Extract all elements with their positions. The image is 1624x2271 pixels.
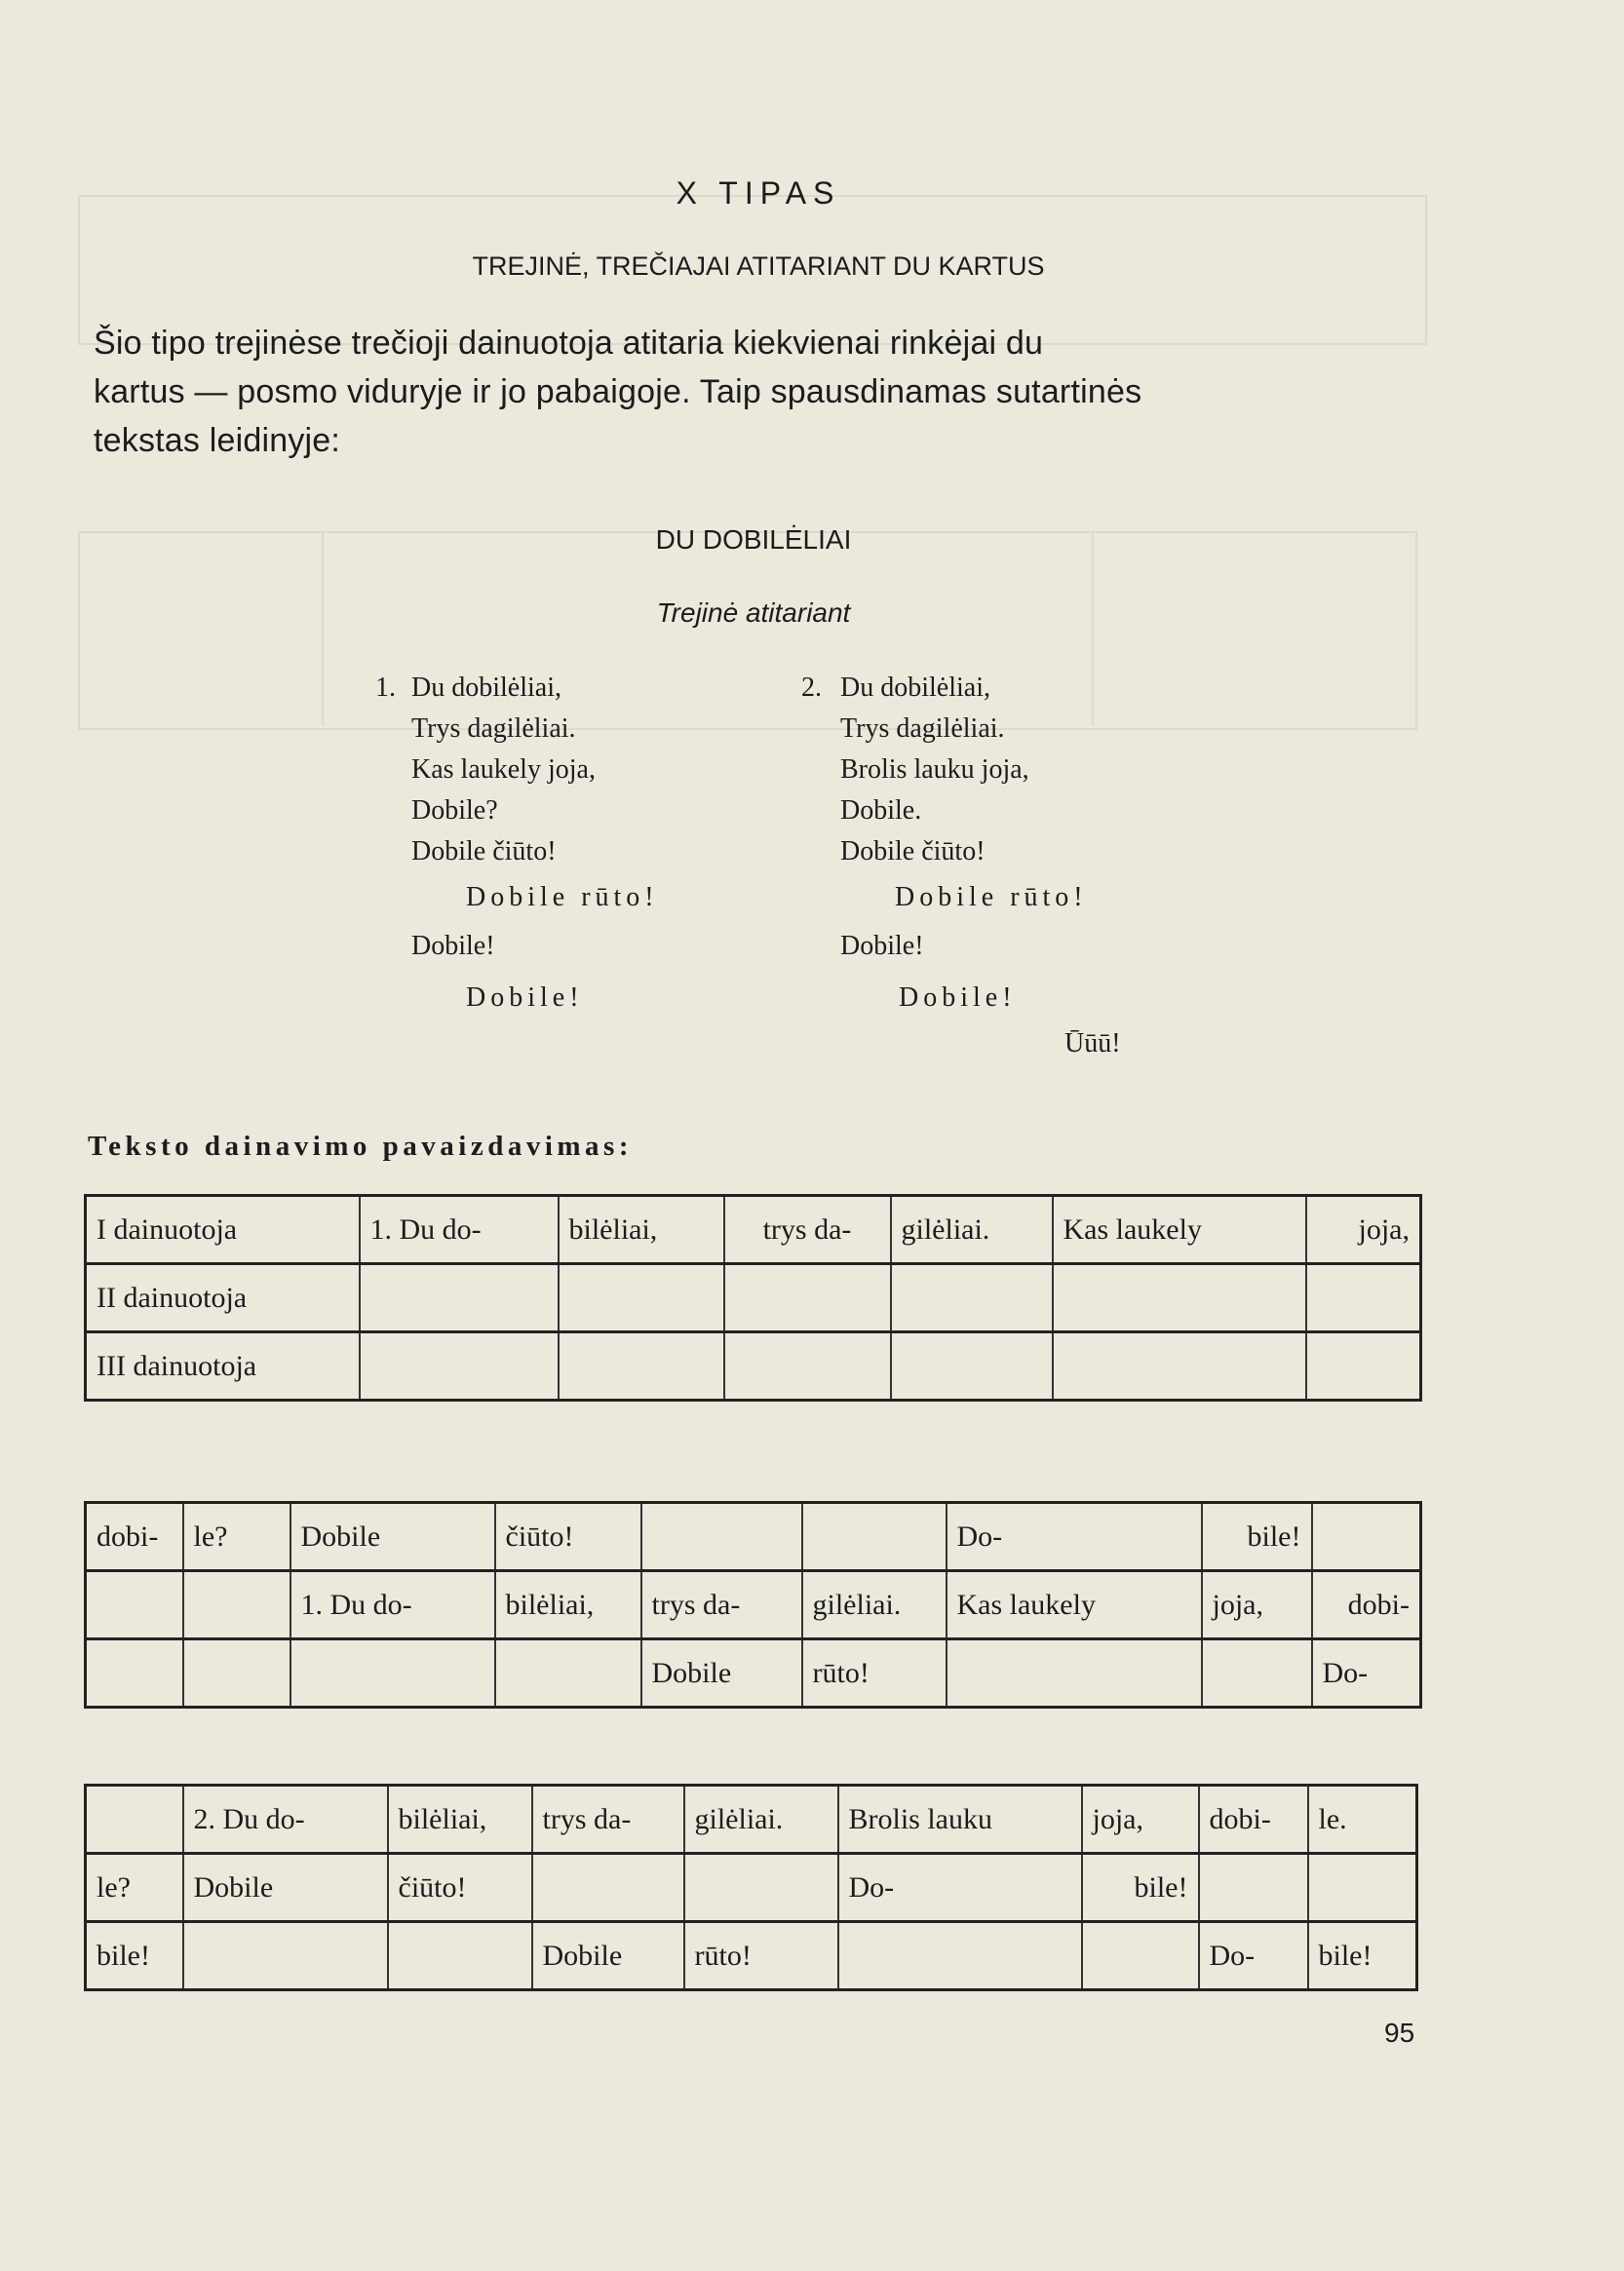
- table-cell: Do-: [947, 1503, 1202, 1571]
- table-cell: Do-: [838, 1854, 1082, 1922]
- page-heading: X TIPAS: [676, 175, 841, 211]
- table-cell: [290, 1639, 495, 1708]
- table-cell: dobi-: [1312, 1571, 1421, 1639]
- table-cell: [559, 1332, 724, 1401]
- table-cell: bile!: [86, 1922, 183, 1990]
- stanza-line: Du dobilėliai,: [411, 673, 561, 703]
- table-cell: [724, 1264, 891, 1332]
- stanza-ending: Ūūū!: [1064, 1028, 1121, 1059]
- stanza-line: Dobile?: [411, 795, 498, 826]
- table-cell: [947, 1639, 1202, 1708]
- stanza-line: Brolis lauku joja,: [840, 754, 1029, 785]
- table-cell: [532, 1854, 684, 1922]
- intro-line-2: kartus — posmo viduryje ir jo pabaigoje. Taip spausdinamas sutartinės: [94, 373, 1142, 410]
- table-cell: [1199, 1854, 1308, 1922]
- table-cell: [86, 1639, 183, 1708]
- stanza-refrain: Dobile rūto!: [895, 882, 1088, 912]
- stanza-refrain: Dobile!: [899, 982, 1017, 1013]
- section-title: Teksto dainavimo pavaizdavimas:: [88, 1131, 633, 1162]
- table-row: [86, 1332, 1421, 1401]
- table-cell: Kas laukely: [947, 1571, 1202, 1639]
- table-cell: [641, 1503, 802, 1571]
- singing-table-1: [84, 1194, 1422, 1402]
- table-cell: [1308, 1854, 1417, 1922]
- table-cell: Dobile: [641, 1639, 802, 1708]
- table-cell: bilėliai,: [495, 1571, 641, 1639]
- stanza-line: Du dobilėliai,: [840, 673, 990, 703]
- table-cell: bilėliai,: [388, 1786, 532, 1854]
- table-cell: čiūto!: [388, 1854, 532, 1922]
- stanza-line: Trys dagilėliai.: [840, 713, 1005, 744]
- table-cell: [1053, 1332, 1306, 1401]
- table-cell: I dainuotoja: [86, 1196, 360, 1264]
- table-cell: II dainuotoja: [86, 1264, 360, 1332]
- page-number: 95: [1384, 2018, 1415, 2048]
- table-row: [86, 1922, 1417, 1990]
- table-cell: [724, 1332, 891, 1401]
- table-cell: čiūto!: [495, 1503, 641, 1571]
- table-row: [86, 1854, 1417, 1922]
- table-cell: [1053, 1264, 1306, 1332]
- table-cell: bile!: [1082, 1854, 1199, 1922]
- stanza-line: Dobile!: [840, 931, 924, 961]
- table-cell: le?: [86, 1854, 183, 1922]
- bleed-through-line: [1092, 531, 1094, 726]
- table-cell: rūto!: [684, 1922, 838, 1990]
- table-cell: [360, 1264, 559, 1332]
- table-cell: [86, 1786, 183, 1854]
- table-row: [86, 1503, 1421, 1571]
- stanza-refrain: Dobile!: [466, 982, 584, 1013]
- table-row: [86, 1264, 1421, 1332]
- singing-table-2: [84, 1501, 1422, 1709]
- table-cell: le.: [1308, 1786, 1417, 1854]
- table-cell: [559, 1264, 724, 1332]
- song-subtitle: Trejinė atitariant: [656, 597, 851, 628]
- stanza-line: Trys dagilėliai.: [411, 713, 576, 744]
- table-cell: [388, 1922, 532, 1990]
- table-cell: Kas laukely: [1053, 1196, 1306, 1264]
- stanza-line: Dobile čiūto!: [840, 836, 986, 866]
- table-row: [86, 1571, 1421, 1639]
- table-cell: Do-: [1312, 1639, 1421, 1708]
- table-cell: Brolis lauku: [838, 1786, 1082, 1854]
- table-cell: Dobile: [290, 1503, 495, 1571]
- table-cell: 1. Du do-: [360, 1196, 559, 1264]
- table-cell: bile!: [1308, 1922, 1417, 1990]
- intro-line-3: tekstas leidinyje:: [94, 422, 341, 459]
- table-cell: [838, 1922, 1082, 1990]
- table-cell: [183, 1922, 388, 1990]
- table-cell: [183, 1571, 290, 1639]
- table-cell: trys da-: [532, 1786, 684, 1854]
- table-cell: III dainuotoja: [86, 1332, 360, 1401]
- stanza-line: Dobile!: [411, 931, 495, 961]
- table-row: [86, 1196, 1421, 1264]
- table-row: [86, 1639, 1421, 1708]
- page-subheading: TREJINĖ, TREČIAJAI ATITARIANT DU KARTUS: [472, 251, 1045, 281]
- table-cell: [1312, 1503, 1421, 1571]
- table-cell: [1306, 1264, 1421, 1332]
- table-cell: [1306, 1332, 1421, 1401]
- table-cell: joja,: [1082, 1786, 1199, 1854]
- table-cell: 1. Du do-: [290, 1571, 495, 1639]
- table-cell: [1202, 1639, 1312, 1708]
- table-row: [86, 1786, 1417, 1854]
- table-cell: [684, 1854, 838, 1922]
- table-cell: trys da-: [724, 1196, 891, 1264]
- table-cell: le?: [183, 1503, 290, 1571]
- table-cell: bilėliai,: [559, 1196, 724, 1264]
- table-cell: joja,: [1202, 1571, 1312, 1639]
- stanza-refrain: Dobile rūto!: [466, 882, 659, 912]
- table-cell: gilėliai.: [684, 1786, 838, 1854]
- table-cell: gilėliai.: [802, 1571, 947, 1639]
- table-cell: rūto!: [802, 1639, 947, 1708]
- table-cell: Dobile: [183, 1854, 388, 1922]
- table-cell: [891, 1332, 1053, 1401]
- bleed-through-table-mid: [78, 531, 1417, 730]
- stanza-line: Dobile čiūto!: [411, 836, 557, 866]
- table-cell: [86, 1571, 183, 1639]
- bleed-through-line: [322, 531, 324, 726]
- table-cell: [802, 1503, 947, 1571]
- table-cell: dobi-: [86, 1503, 183, 1571]
- table-cell: bile!: [1202, 1503, 1312, 1571]
- singing-table-3: [84, 1784, 1418, 1991]
- table-cell: [891, 1264, 1053, 1332]
- stanza-number: 1.: [375, 673, 396, 703]
- table-cell: [1082, 1922, 1199, 1990]
- table-cell: 2. Du do-: [183, 1786, 388, 1854]
- table-cell: gilėliai.: [891, 1196, 1053, 1264]
- intro-line-1: Šio tipo trejinėse trečioji dainuotoja atitaria kiekvienai rinkėjai du: [94, 325, 1044, 362]
- table-cell: [495, 1639, 641, 1708]
- table-cell: Dobile: [532, 1922, 684, 1990]
- song-title: DU DOBILĖLIAI: [655, 524, 852, 555]
- table-cell: [183, 1639, 290, 1708]
- table-cell: joja,: [1306, 1196, 1421, 1264]
- table-cell: dobi-: [1199, 1786, 1308, 1854]
- table-cell: [360, 1332, 559, 1401]
- table-cell: trys da-: [641, 1571, 802, 1639]
- stanza-line: Dobile.: [840, 795, 922, 826]
- stanza-number: 2.: [801, 673, 822, 703]
- table-cell: Do-: [1199, 1922, 1308, 1990]
- stanza-line: Kas laukely joja,: [411, 754, 596, 785]
